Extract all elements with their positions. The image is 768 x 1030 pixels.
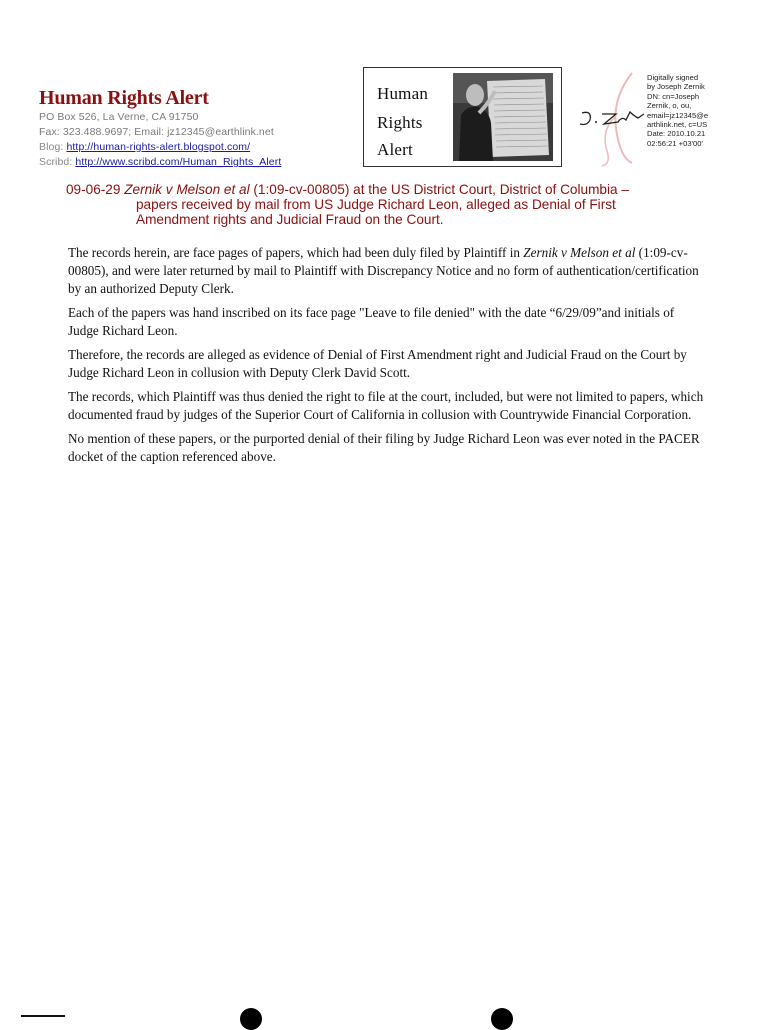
paragraph-2: Each of the papers was hand inscribed on its face page "Leave to file denied" with the date “6/29/09”and initials of Judge Richard Leon. — [68, 305, 675, 338]
logo-word-3: Alert — [377, 140, 413, 159]
hra-logo — [363, 67, 562, 167]
scan-mark-dot-left — [240, 1008, 262, 1030]
sig-line: by Joseph Zernik — [647, 82, 705, 92]
fax-email-line: Fax: 323.488.9697; Email: jz12345@earthlink.net — [39, 126, 274, 138]
contact-block — [39, 110, 339, 170]
sig-line: Date: 2010.10.21 — [647, 129, 706, 139]
address-line: PO Box 526, La Verne, CA 91750 — [39, 111, 199, 123]
blog-line — [39, 140, 339, 155]
sig-line: email=jz12345@e — [647, 110, 709, 120]
logo-word-2: Rights — [377, 113, 423, 132]
sig-line: 02:56:21 +03'00' — [647, 138, 703, 148]
letterhead — [39, 86, 339, 170]
case-name: Zernik v Melson et al — [124, 182, 250, 197]
sig-line: arthlink.net, c=US — [647, 120, 708, 130]
scan-mark-line — [21, 1015, 65, 1017]
scribd-line — [39, 155, 339, 170]
blog-link[interactable]: http://human-rights-alert.blogspot.com/ — [66, 141, 251, 153]
paragraph-5: No mention of these papers, or the purported denial of their filing by Judge Richard Leon was ever noted in the PACER docket of the caption referenced above. — [68, 431, 700, 464]
blog-label: Blog: — [39, 141, 64, 153]
logo-word-1: Human — [377, 84, 429, 103]
case-title-line-3: Amendment rights and Judicial Fraud on the Court. — [136, 212, 444, 227]
digital-signature — [572, 68, 722, 168]
case-title-line-2: papers received by mail from US Judge Richard Leon, alleged as Denial of First — [136, 197, 616, 212]
sig-line: Zernik, o, ou, — [647, 101, 692, 111]
paragraph-3: Therefore, the records are alleged as evidence of Denial of First Amendment right and Judicial Fraud on the Court by Judge Richard Leon in collusion with Deputy Clerk David Scott. — [68, 347, 687, 380]
document-body — [68, 244, 708, 472]
case-date: 09-06-29 — [66, 182, 121, 197]
sig-line: Digitally signed — [647, 73, 699, 82]
case-title — [66, 182, 716, 227]
paragraph-1 — [68, 244, 708, 298]
scribd-link[interactable]: http://www.scribd.com/Human_Rights_Alert — [75, 156, 282, 168]
paragraph-1-text-b: (1:09-cv-00805), and were later returned by mail to Plaintiff with Discrepancy Notice and no form of authentication/certification by an authorized Deputy Clerk. — [68, 245, 699, 296]
org-title: Human Rights Alert — [39, 87, 209, 109]
sig-line: DN: cn=Joseph — [647, 91, 700, 101]
case-number-court: (1:09-cv-00805) at the US District Court, District of Columbia – — [253, 182, 629, 197]
paragraph-1-text-a: The records herein, are face pages of papers, which had been duly filed by Plaintiff in — [68, 245, 520, 260]
logo-photo — [453, 73, 553, 161]
paragraph-1-case-name: Zernik v Melson et al — [523, 245, 636, 260]
scan-mark-dot-right — [491, 1008, 513, 1030]
signature-text — [647, 73, 727, 148]
paragraph-4: The records, which Plaintiff was thus denied the right to file at the court, included, but were not limited to papers, which documented fraud by judges of the Superior Court of California in collusion with Countrywide Financial Corporation. — [68, 389, 704, 422]
scribd-label: Scribd: — [39, 156, 73, 168]
